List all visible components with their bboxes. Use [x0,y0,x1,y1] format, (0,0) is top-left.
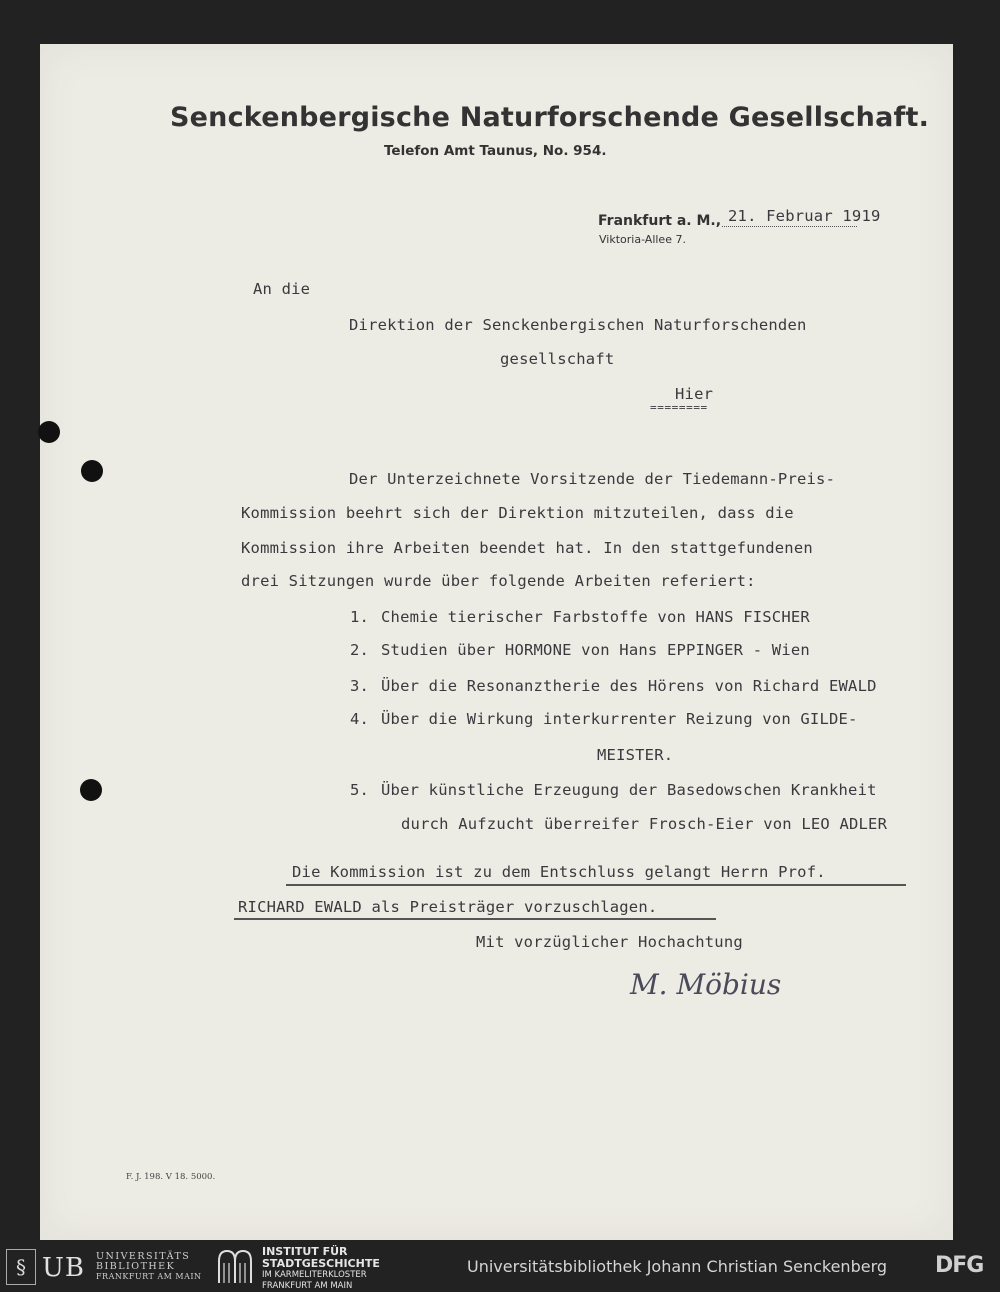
isg-line-3: IM KARMELITERKLOSTER [262,1270,367,1280]
street-address: Viktoria-Allee 7. [599,233,686,246]
isg-line-4: FRANKFURT AM MAIN [262,1280,353,1291]
addressee-line-1: Direktion der Senckenbergischen Naturforschenden [349,316,807,334]
body-line-2: Kommission beehrt sich der Direktion mitzuteilen, dass die [241,504,794,522]
letterhead-title: Senckenbergische Naturforschende Gesellschaft. [170,102,930,133]
ub-logo[interactable] [6,1249,206,1285]
body-line-4: drei Sitzungen wurde über folgende Arbeiten referiert: [241,572,756,590]
addressee-line-3: Hier [675,385,714,403]
addressee-underline: ======== [650,401,708,414]
letterhead-telephone: Telefon Amt Taunus, No. 954. [384,143,607,159]
list-item-continuation: durch Aufzucht überreifer Frosch-Eier von LEO ADLER [401,815,888,833]
list-item-number: 1. [350,608,370,626]
list-item-number: 2. [350,641,370,659]
ub-letters: UB [42,1253,86,1283]
dfg-logo[interactable]: DFG [935,1253,984,1278]
punch-hole-bottom [80,779,102,801]
list-item-number: 4. [350,710,370,728]
conclusion-underline-1 [286,884,906,886]
footer-bar [0,1241,1000,1292]
ub-line-1: UNIVERSITÄTS [96,1251,191,1262]
salutation: An die [253,280,311,298]
ub-seal-icon: § [6,1249,36,1285]
date-dotted-line [722,226,857,227]
conclusion-underline-2 [234,918,716,920]
list-item-text: Über die Wirkung interkurrenter Reizung von GILDE- [381,710,858,728]
isg-arch-icon[interactable] [215,1247,255,1285]
ub-line-3: FRANKFURT AM MAIN [96,1272,202,1281]
conclusion-line-2: RICHARD EWALD als Preisträger vorzuschlagen. [238,898,658,916]
letter-date: 21. Februar 1919 [728,207,881,225]
addressee-line-2: gesellschaft [500,350,615,368]
ub-text [96,1252,202,1282]
punch-hole-top [38,421,60,443]
conclusion-line-1: Die Kommission ist zu dem Entschluss gelangt Herrn Prof. [292,863,826,881]
body-line-1: Der Unterzeichnete Vorsitzende der Tiedemann-Preis- [349,470,836,488]
place-label: Frankfurt a. M., [598,213,722,229]
ub-line-2: BIBLIOTHEK [96,1261,176,1272]
body-line-3: Kommission ihre Arbeiten beendet hat. In den stattgefundenen [241,539,813,557]
print-code: F. J. 198. V 18. 5000. [126,1172,216,1182]
list-item-text: Über die Resonanztherie des Hörens von Richard EWALD [381,677,877,695]
isg-line-1: INSTITUT FÜR [262,1245,348,1258]
punch-hole-mid [81,460,103,482]
list-item-text: Chemie tierischer Farbstoffe von HANS FISCHER [381,608,810,626]
isg-line-2: STADTGESCHICHTE [262,1256,380,1270]
list-item-number: 5. [350,781,370,799]
isg-text [262,1247,380,1291]
library-name: Universitätsbibliothek Johann Christian Senckenberg [467,1257,888,1276]
handwritten-signature: M. Möbius [630,968,782,1001]
list-item-number: 3. [350,677,370,695]
closing-phrase: Mit vorzüglicher Hochachtung [476,933,743,951]
list-item-continuation: MEISTER. [597,746,674,764]
list-item-text: Über künstliche Erzeugung der Basedowschen Krankheit [381,781,877,799]
list-item-text: Studien über HORMONE von Hans EPPINGER - Wien [381,641,810,659]
